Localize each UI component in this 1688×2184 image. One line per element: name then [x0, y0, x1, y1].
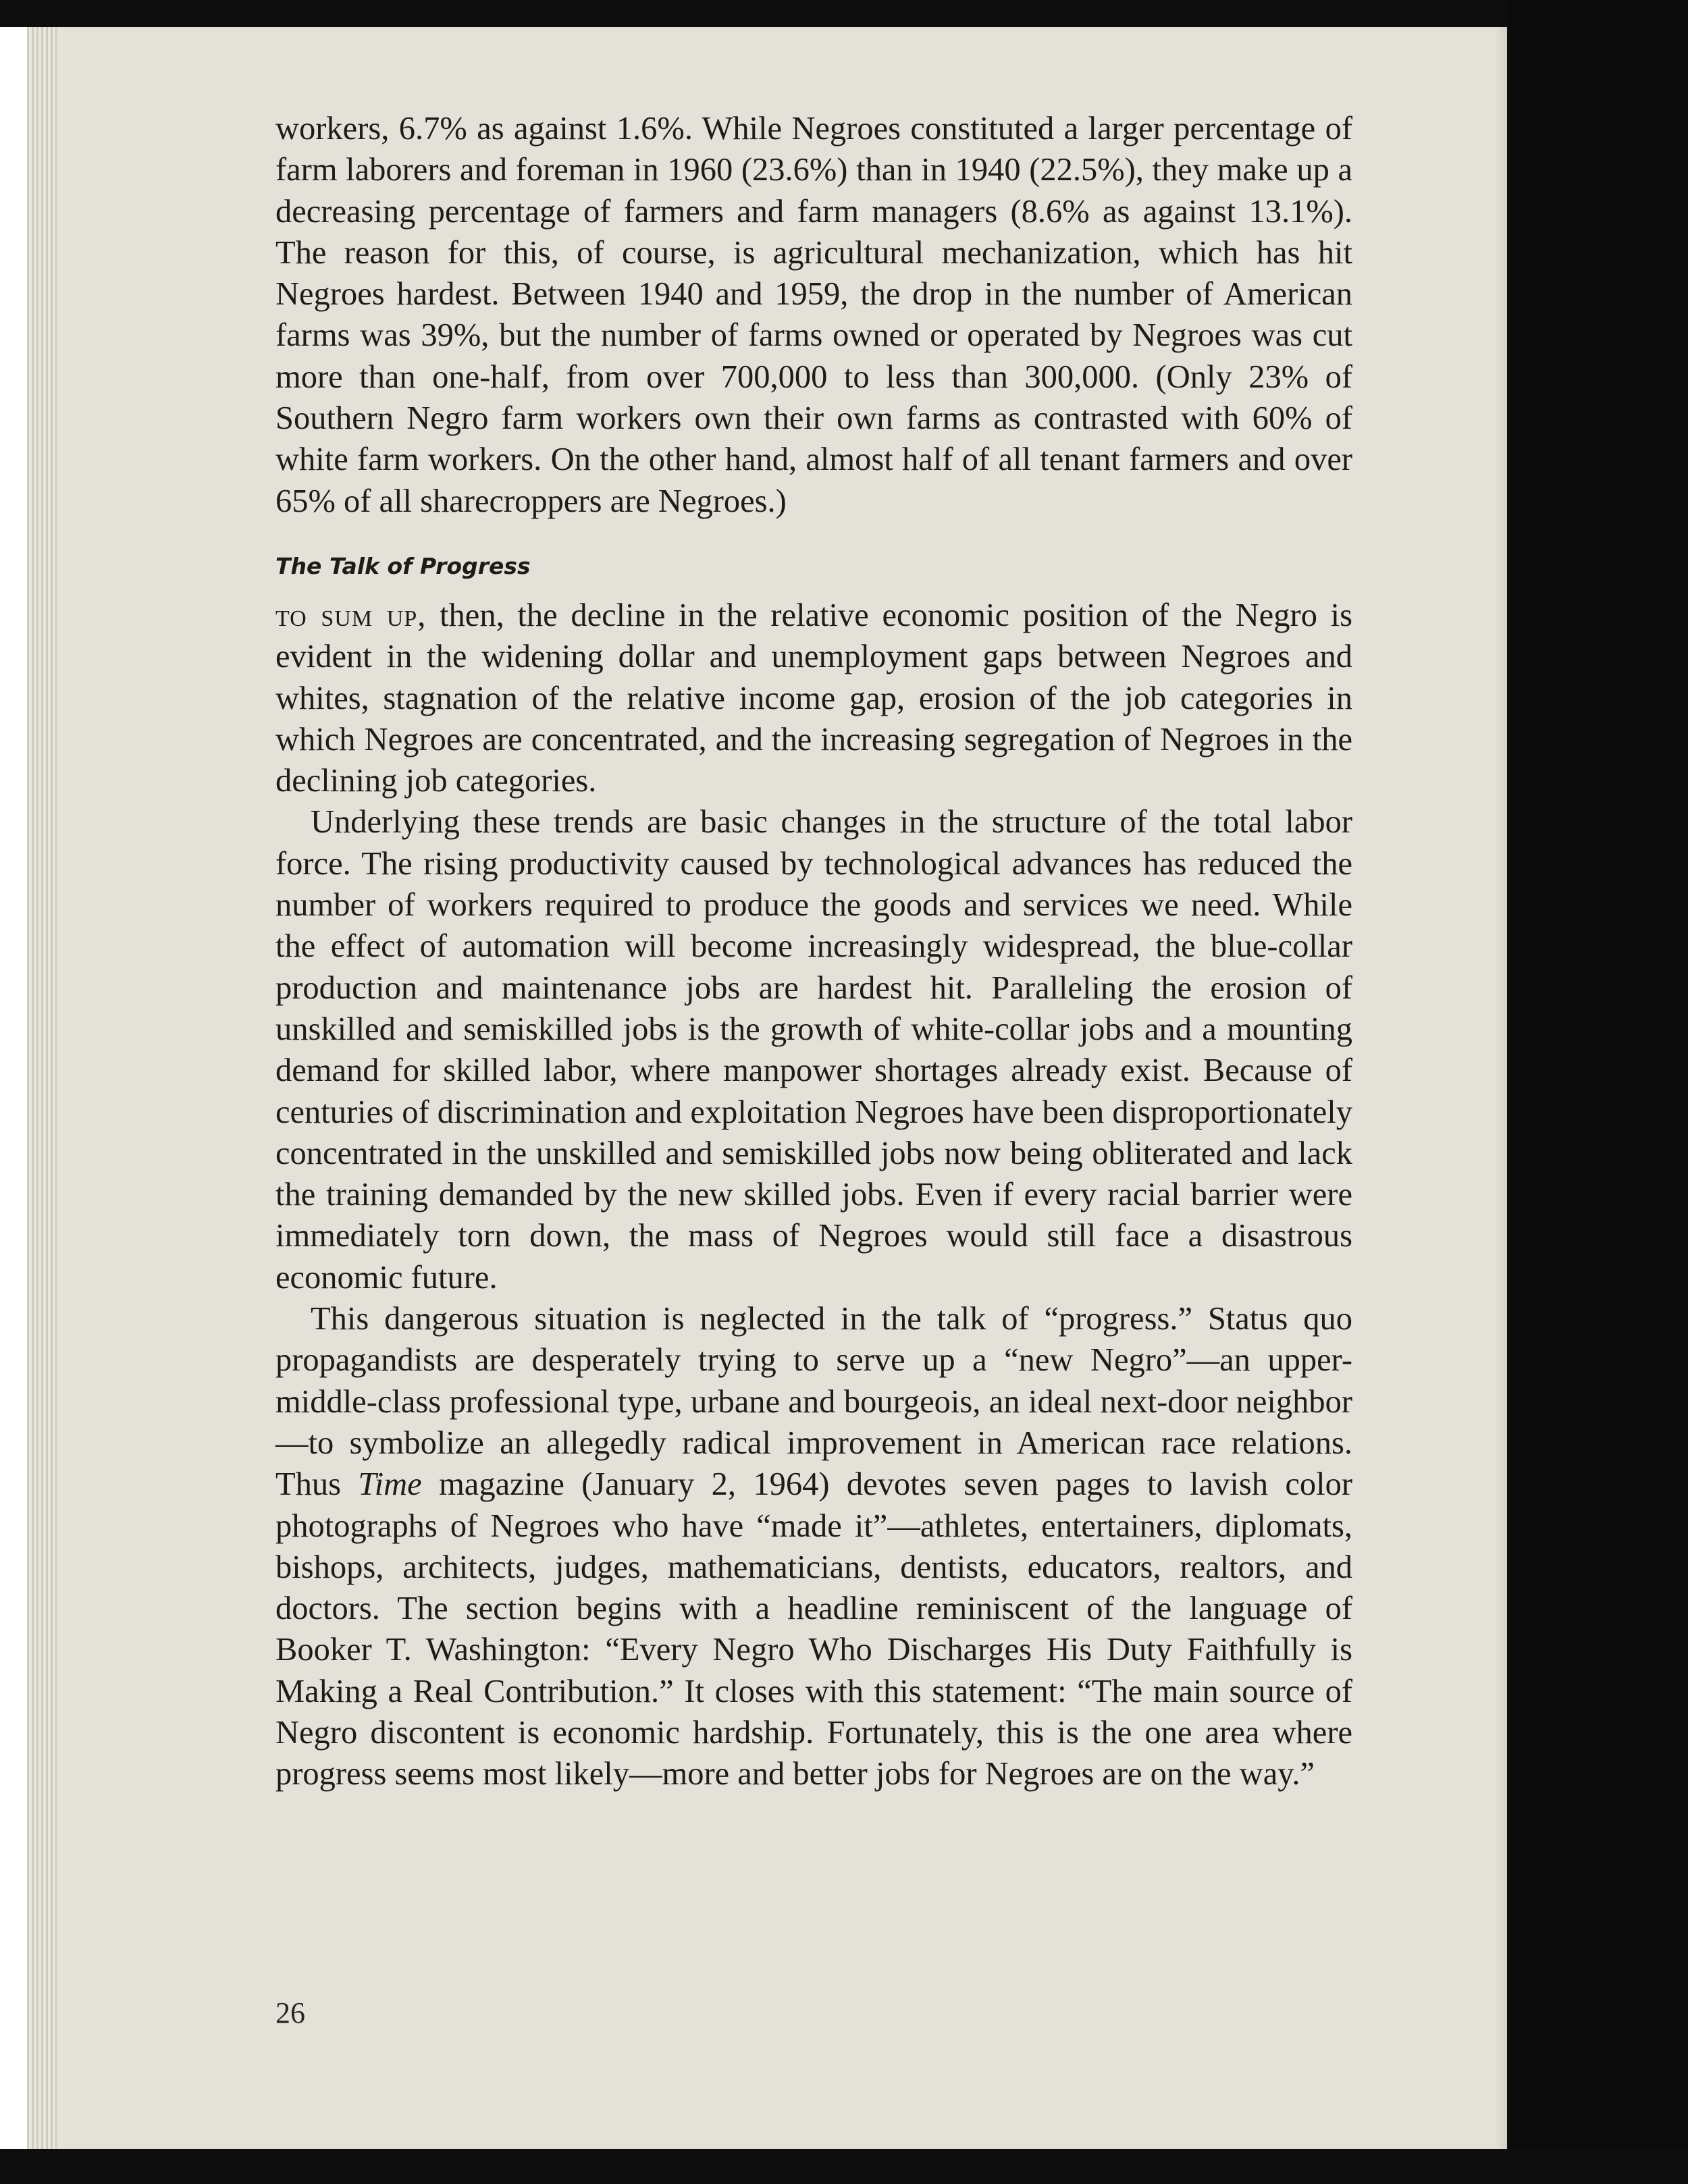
scan-top-border: [0, 0, 1688, 27]
paragraph-underlying-trends: Underlying these trends are basic changes in the structure of the total labor force. The rising productivity caused by technological advances has reduced the number of workers required to produce the goods and services we need. While the effect of automation will become increasingly widespread, the blue-collar production and maintenance jobs are hardest hit. Paralleling the erosion of unskilled and semiskilled jobs is the growth of white-collar jobs and a mounting demand for skilled labor, where manpower shortages already exist. Because of centuries of discrimination and exploitation Negroes have been disproportionately concentrated in the unskilled and semiskilled jobs now being obliterated and lack the training demanded by the new skilled jobs. Even if every racial barrier were immediately torn down, the mass of Negroes would still face a disastrous economic future.: [275, 804, 1352, 1296]
paragraph-farm-workers: workers, 6.7% as against 1.6%. While Negroes constituted a larger percentage of farm laborers and foreman in 1960 (23.6%) than in 1940 (22.5%), they make up a decreasing percentage of farmers and farm managers (8.6% as against 13.1%). The reason for this, of course, is agricultural mechanization, which has hit Negroes hardest. Between 1940 and 1959, the drop in the number of American farms was 39%, but the number of farms owned or operated by Negroes was cut more than one-half, from over 700,000 to less than 300,000. (Only 23% of Southern Negro farm workers own their own farms as contrasted with 60% of white farm workers. On the other hand, almost half of all tenant farmers and over 65% of all sharecroppers are Negroes.): [275, 111, 1352, 519]
body-text: [275, 108, 1352, 1795]
paragraph-dangerous-situation: [275, 1298, 1352, 1795]
page-gutter: [27, 27, 57, 2149]
paragraph-to-sum-up: [275, 595, 1352, 801]
magazine-title: Time: [358, 1466, 422, 1503]
scan-right-border: [1507, 0, 1688, 2184]
page-edge-shadow: [1495, 27, 1507, 2149]
section-heading: The Talk of Progress: [275, 552, 531, 579]
lead-in-small-caps: to sum up,: [275, 597, 427, 633]
page-number: 26: [275, 1996, 305, 2029]
scan-bottom-border: [0, 2149, 1688, 2184]
paragraph-to-sum-up-text: then, the decline in the relative economic position of the Negro is evident in the widening dollar and unemployment gaps between Negroes and whites, stagnation of the relative income gap, erosion of the job categories in which Negroes are concentrated, and the increasing segregation of Negroes in the declining job categories.: [275, 597, 1352, 799]
paragraph-3-end: magazine (January 2, 1964) devotes seven pages to lavish color photographs of Negroes who have “made it”—athletes, entertainers, diplomats, bishops, architects, judges, mathematicians, dentists, educators, realtors, and doctors. The section begins with a headline reminiscent of the language of Booker T. Washington: “Every Negro Who Discharges His Duty Faithfully is Making a Real Contribution.” It closes with this statement: “The main source of Negro discontent is economic hardship. Fortunately, this is the one area where progress seems most likely—more and better jobs for Negroes are on the way.”: [275, 1466, 1352, 1792]
paragraph-3-start: This dangerous situation is neglected in the talk of “progress.” Status quo propagandists are desperately trying to serve up a “new Negro”—an upper-middle-class professional type, urbane and bourgeois, an ideal next-door neighbor—to symbolize an allegedly radical improvement in American race relations. Thus: [275, 1301, 1352, 1503]
